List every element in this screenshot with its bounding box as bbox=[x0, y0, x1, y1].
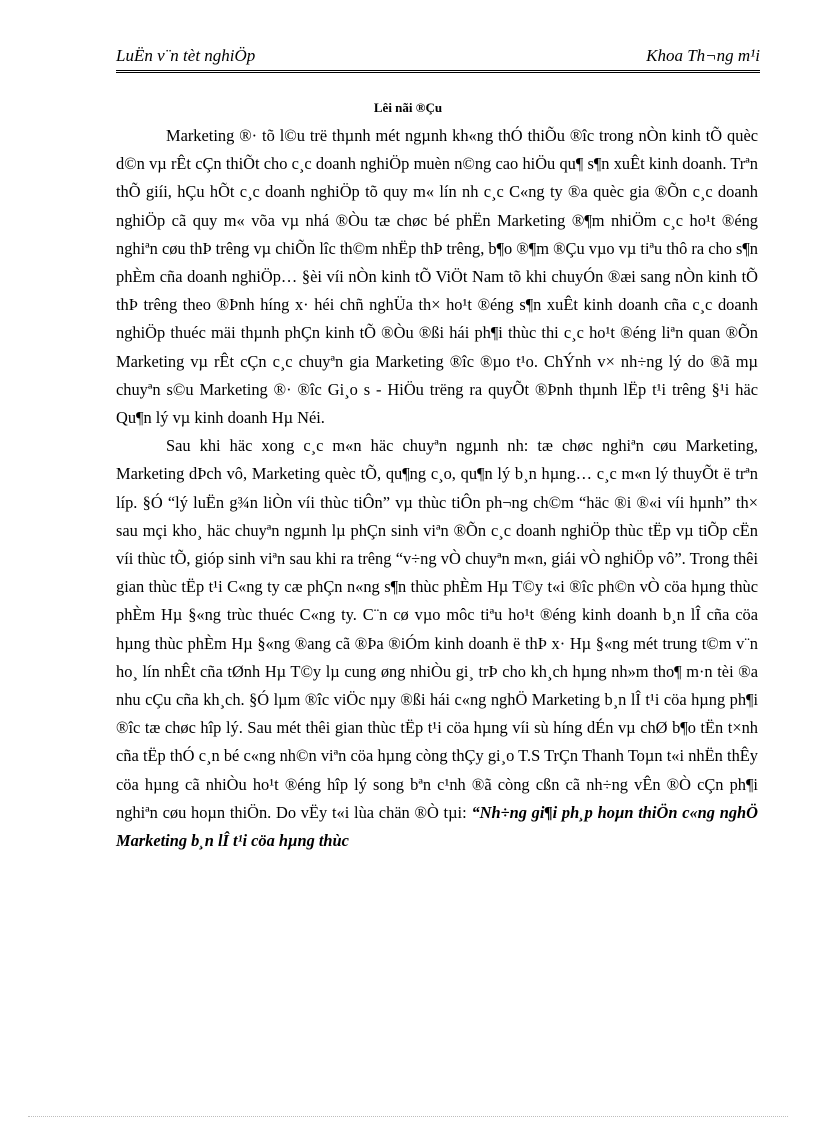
paragraph-2 bbox=[116, 432, 758, 855]
topic-title: “Nh÷ng gi¶i ph¸p hoµn thiÖn c«ng nghÖ Marketing b¸n lÎ t¹i cöa hµng thùc bbox=[116, 802, 758, 851]
paragraph-2-text: Sau khi häc xong c¸c m«n häc chuyªn ngµnh nh: tæ chøc nghiªn cøu Marketing, Marketing dÞch vô, Marketing quèc tÕ, qu¶ng c¸o, qu¶n lý b¸n hµng… c¸c m«n lý thuyÕt ë trªn líp. §Ó “lý luËn g¾n liÒn víi thùc tiÔn” vµ thùc tiÔn ph¬ng ch©m “häc ®i ®«i víi hµnh” th× sau mçi kho¸ häc chuyªn ngµnh lµ phÇn sinh viªn ®Õn c¸c doanh nghiÖp thùc tËp vµ tiÕp cËn víi thùc tÕ, gióp sinh viªn sau khi ra trêng “v÷ng vÒ chuyªn m«n, giái vÒ nghiÖp vô”. Trong thêi gian thùc tËp t¹i C«ng ty cæ phÇn n«ng s¶n thùc phÈm Hµ T©y t«i ®îc ph©n vÒ cöa hµng thùc phÈm Hµ §«ng trùc thuéc C«ng ty. C¨n cø vµo môc tiªu ho¹t ®éng kinh doanh b¸n lÎ cña cöa hµng thùc phÈm Hµ §«ng ®ang cã ®Þa ®iÓm kinh doanh ë thÞ x· Hµ §«ng mét trung t©m v¨n ho¸ lín nhÊt cña tØnh Hµ T©y lµ cung øng nhiÒu gi¸ trÞ cho kh¸ch hµng nh»m tho¶ m·n tèi ®a nhu cÇu cña kh¸ch. §Ó lµm ®îc viÖc nµy ®ßi hái c«ng nghÖ Marketing b¸n lÎ t¹i cöa hµng ph¶i ®îc tæ chøc hîp lý. Sau mét thêi gian thùc tËp t¹i cöa hµng víi sù híng dÉn vµ chØ b¶o tËn t×nh cña tËp thÓ c¸n bé c«ng nh©n viªn cöa hµng còng thÇy gi¸o T.S TrÇn Thanh Toµn t«i nhËn thÊy cöa hµng cã nhiÒu ho¹t ®éng hîp lý song bªn c¹nh ®ã còng cßn cã nh÷ng vÊn ®Ò cÇn ph¶i nghiªn cøu hoµn thiÖn. Do vËy t«i lùa chän ®Ò tµi: bbox=[116, 436, 758, 822]
header-divider bbox=[116, 70, 760, 73]
body-text bbox=[116, 122, 758, 855]
page-header bbox=[116, 46, 760, 68]
page-bottom-divider bbox=[28, 1116, 788, 1117]
header-thesis-label: LuËn v¨n tèt nghiÖp bbox=[116, 46, 256, 65]
section-title: Lêi nãi ®Çu bbox=[373, 100, 443, 115]
paragraph-1: Marketing ®· tõ l©u trë thµnh mét ngµnh kh«ng thÓ thiÕu ®îc trong nÒn kinh tÕ quèc d©n vµ rÊt cÇn thiÕt cho c¸c doanh nghiÖp muèn n©ng cao hiÖu qu¶ s¶n xuÊt kinh doanh. Trªn thÕ giíi, hÇu hÕt c¸c doanh nghiÖp tõ quy m« lín nh c¸c C«ng ty ®a quèc gia ®Õn c¸c doanh nghiÖp cã quy m« võa vµ nhá ®Òu tæ chøc bé phËn Marketing ®¶m nhiÖm c¸c ho¹t ®éng nghiªn cøu thÞ trêng vµ chiÕn lîc th©m nhËp thÞ trêng, b¶o ®¶m ®Çu vµo vµ tiªu thô ra cho s¶n phÈm cña doanh nghiÖp… §èi víi nÒn kinh tÕ ViÖt Nam tõ khi chuyÓn ®æi sang nÒn kinh tÕ thÞ trêng theo ®Þnh híng x· héi chñ nghÜa th× ho¹t ®éng s¶n xuÊt kinh doanh cña c¸c doanh nghiÖp thuéc mäi thµnh phÇn kinh tÕ ®Òu ®ßi hái ph¶i thùc thi c¸c ho¹t ®éng liªn quan ®Õn Marketing vµ rÊt cÇn c¸c chuyªn gia Marketing ®îc ®µo t¹o. ChÝnh v× nh÷ng lý do ®ã mµ chuyªn s©u Marketing ®· ®îc Gi¸o s - HiÖu trëng ra quyÕt ®Þnh thµnh lËp t¹i trêng §¹i häc Qu¶n lý vµ kinh doanh Hµ Néi. bbox=[116, 126, 758, 428]
header-faculty-label: Khoa Th¬ng m¹i bbox=[646, 46, 760, 65]
